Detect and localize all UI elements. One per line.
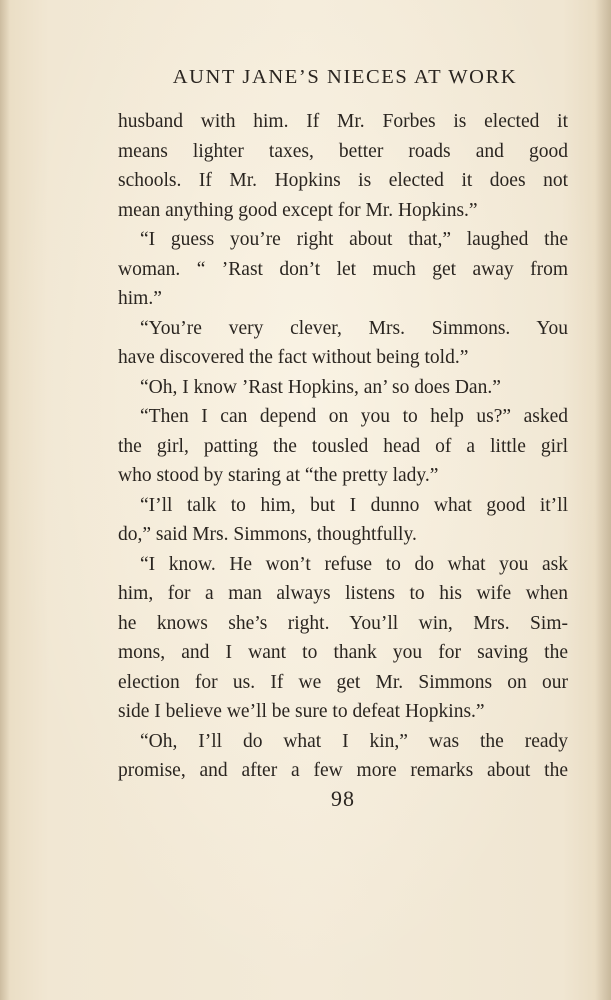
text-line: the girl, patting the tousled head of a little girl [118,435,568,457]
text-line: mons, and I want to thank you for saving the [118,642,568,663]
text-line: “Then I can depend on you to help us?” asked [140,406,568,427]
body-text [118,107,568,786]
text-line: do,” said Mrs. Simmons, thoughtfully. [118,524,417,545]
text-line: “I’ll talk to him, but I dunno what good it’ll [140,494,568,516]
text-line: “I guess you’re right about that,” laughed the [140,229,568,250]
text-line: “Oh, I know ’Rast Hopkins, an’ so does Dan.” [140,376,501,398]
text-line: “You’re very clever, Mrs. Simmons. You [140,317,568,339]
page-number: 98 [331,786,355,811]
text-line: have discovered the fact without being told.” [118,347,469,368]
text-line: he knows she’s right. You’ll win, Mrs. Sim- [118,612,568,634]
text-line: election for us. If we get Mr. Simmons on our [118,671,568,693]
text-line: husband with him. If Mr. Forbes is elected it [118,111,568,132]
text-line: “Oh, I’ll do what I kin,” was the ready [140,730,568,752]
running-head: AUNT JANE’S NIECES AT WORK [172,66,518,88]
text-line: who stood by staring at “the pretty lady.” [118,465,439,486]
page-left-edge-shadow [0,0,10,1000]
text-line: woman. “ ’Rast don’t let much get away from [118,258,568,280]
text-line: schools. If Mr. Hopkins is elected it does not [118,170,568,191]
text-line: promise, and after a few more remarks about the [118,760,568,781]
text-line: him.” [118,288,162,309]
text-line: mean anything good except for Mr. Hopkins.” [118,199,478,221]
text-line: “I know. He won’t refuse to do what you ask [140,553,568,575]
text-line: side I believe we’ll be sure to defeat Hopkins.” [118,701,485,722]
text-line: him, for a man always listens to his wife when [118,583,568,604]
text-line: means lighter taxes, better roads and good [118,140,568,162]
page-spine-shadow [595,0,611,1000]
